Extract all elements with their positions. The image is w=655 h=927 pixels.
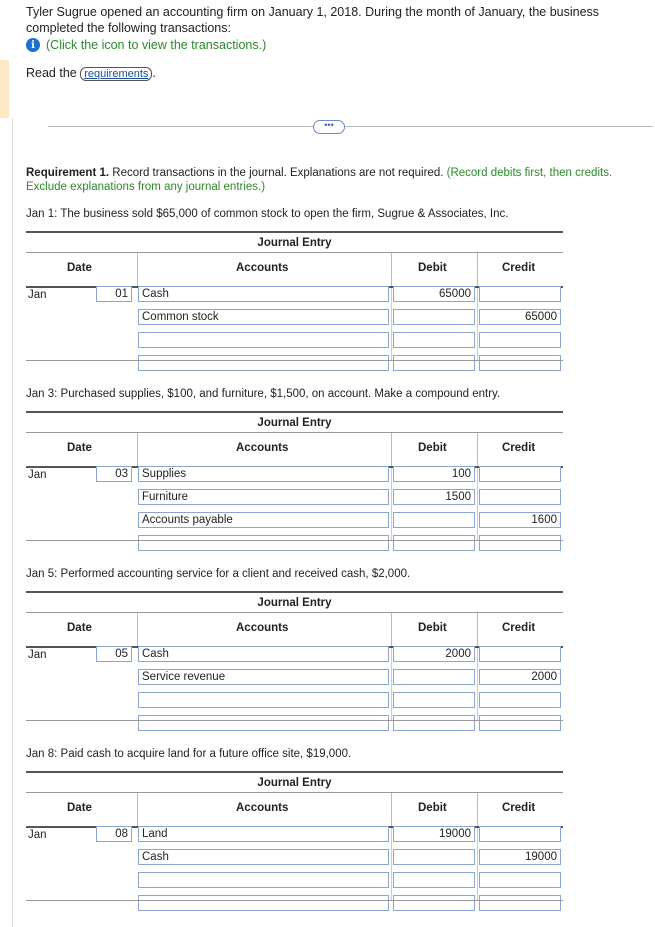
transactions-hint-label[interactable]: (Click the icon to view the transactions.): [46, 38, 267, 52]
entry-month: Jan: [28, 469, 47, 481]
transaction-description: Jan 1: The business sold $65,000 of common stock to open the firm, Sugrue & Associates, Inc.: [26, 208, 509, 220]
credit-input[interactable]: 19000: [479, 849, 561, 865]
column-separator: [477, 828, 478, 900]
date-header: Date: [67, 262, 92, 274]
debit-input[interactable]: [393, 692, 475, 708]
accounts-header: Accounts: [236, 622, 289, 634]
table-top-border: [26, 591, 563, 593]
account-input[interactable]: [138, 332, 389, 348]
journal-entry-table: [26, 231, 563, 371]
debit-input[interactable]: 2000: [393, 646, 475, 662]
account-input[interactable]: [138, 355, 389, 371]
account-input[interactable]: Service revenue: [138, 669, 389, 685]
transaction-description: Jan 8: Paid cash to acquire land for a future office site, $19,000.: [26, 748, 352, 760]
header-separator: [477, 613, 478, 647]
debit-header: Debit: [418, 442, 447, 454]
header-separator: [477, 253, 478, 287]
account-input[interactable]: Furniture: [138, 489, 389, 505]
column-separator: [477, 288, 478, 360]
column-separator: [477, 648, 478, 720]
account-input[interactable]: Cash: [138, 646, 389, 662]
journal-entry-title: Journal Entry: [257, 417, 332, 429]
credit-input[interactable]: 2000: [479, 669, 561, 685]
read-suffix: .: [152, 66, 156, 80]
column-separator: [391, 828, 392, 900]
account-input[interactable]: Cash: [138, 849, 389, 865]
credit-input[interactable]: [479, 286, 561, 302]
credit-input[interactable]: 1600: [479, 512, 561, 528]
intro-text: Tyler Sugrue opened an accounting firm on January 1, 2018. During the month of January, the business completed the following transactions:: [26, 5, 600, 35]
header-separator: [137, 793, 138, 827]
credit-input[interactable]: [479, 489, 561, 505]
credit-input[interactable]: [479, 535, 561, 551]
table-bottom-border: [26, 360, 563, 361]
table-bottom-border: [26, 720, 563, 721]
entry-month: Jan: [28, 829, 47, 841]
credit-header: Credit: [502, 442, 536, 454]
header-separator: [477, 793, 478, 827]
debit-input[interactable]: [393, 872, 475, 888]
title-divider: [26, 432, 563, 433]
section-divider: [48, 126, 653, 127]
entry-month: Jan: [28, 289, 47, 301]
debit-input[interactable]: [393, 309, 475, 325]
journal-entry-title: Journal Entry: [257, 777, 332, 789]
header-separator: [137, 253, 138, 287]
journal-entry-table: [26, 411, 563, 551]
column-separator: [391, 288, 392, 360]
credit-input[interactable]: [479, 355, 561, 371]
left-border-line: [12, 118, 13, 927]
read-prefix: Read the: [26, 66, 77, 80]
table-bottom-border: [26, 540, 563, 541]
requirement-label: Requirement 1.: [26, 167, 110, 179]
requirements-link[interactable]: requirements: [80, 67, 152, 81]
debit-input[interactable]: [393, 669, 475, 685]
accounts-header: Accounts: [236, 442, 289, 454]
header-separator: [391, 433, 392, 467]
date-header: Date: [67, 802, 92, 814]
requirement-instructions: Record transactions in the journal. Explanations are not required.: [109, 167, 447, 179]
debit-input[interactable]: 19000: [393, 826, 475, 842]
debit-input[interactable]: 1500: [393, 489, 475, 505]
accounts-header: Accounts: [236, 802, 289, 814]
credit-input[interactable]: 65000: [479, 309, 561, 325]
account-input[interactable]: [138, 535, 389, 551]
account-input[interactable]: Supplies: [138, 466, 389, 482]
debit-header: Debit: [418, 622, 447, 634]
date-header: Date: [67, 622, 92, 634]
transaction-description: Jan 3: Purchased supplies, $100, and furniture, $1,500, on account. Make a compound entry.: [26, 388, 501, 400]
debit-input[interactable]: [393, 535, 475, 551]
header-separator: [391, 793, 392, 827]
title-divider: [26, 792, 563, 793]
table-top-border: [26, 771, 563, 773]
account-input[interactable]: Cash: [138, 286, 389, 302]
requirement-note: (Record debits first, then credits. Exclude explanations from any journal entries.): [26, 167, 613, 193]
credit-input[interactable]: [479, 646, 561, 662]
journal-entry-table: [26, 591, 563, 731]
credit-input[interactable]: [479, 872, 561, 888]
account-input[interactable]: [138, 715, 389, 731]
debit-input[interactable]: [393, 715, 475, 731]
transactions-hint[interactable]: [26, 38, 266, 52]
debit-input[interactable]: [393, 895, 475, 911]
credit-header: Credit: [502, 802, 536, 814]
credit-input[interactable]: [479, 715, 561, 731]
debit-input[interactable]: [393, 849, 475, 865]
column-separator: [391, 468, 392, 540]
account-input[interactable]: [138, 895, 389, 911]
debit-header: Debit: [418, 802, 447, 814]
debit-input[interactable]: [393, 512, 475, 528]
title-divider: [26, 612, 563, 613]
account-input[interactable]: [138, 872, 389, 888]
credit-header: Credit: [502, 622, 536, 634]
debit-header: Debit: [418, 262, 447, 274]
account-input[interactable]: Common stock: [138, 309, 389, 325]
transaction-description: Jan 5: Performed accounting service for a client and received cash, $2,000.: [26, 568, 411, 580]
header-separator: [391, 253, 392, 287]
header-separator: [137, 433, 138, 467]
credit-input[interactable]: [479, 895, 561, 911]
accounts-header: Accounts: [236, 262, 289, 274]
header-separator: [391, 613, 392, 647]
credit-input[interactable]: [479, 466, 561, 482]
table-bottom-border: [26, 900, 563, 901]
debit-input[interactable]: [393, 355, 475, 371]
entry-month: Jan: [28, 649, 47, 661]
credit-input[interactable]: [479, 826, 561, 842]
column-separator: [477, 468, 478, 540]
entry-day-input[interactable]: 01: [96, 286, 132, 302]
debit-input[interactable]: 100: [393, 466, 475, 482]
header-separator: [137, 613, 138, 647]
entry-day-input[interactable]: 08: [96, 826, 132, 842]
requirement-text: [26, 166, 651, 194]
account-input[interactable]: [138, 692, 389, 708]
header-separator: [477, 433, 478, 467]
account-input[interactable]: Accounts payable: [138, 512, 389, 528]
debit-input[interactable]: [393, 332, 475, 348]
account-input[interactable]: Land: [138, 826, 389, 842]
date-header: Date: [67, 442, 92, 454]
entry-day-input[interactable]: 03: [96, 466, 132, 482]
table-top-border: [26, 231, 563, 233]
debit-input[interactable]: 65000: [393, 286, 475, 302]
credit-header: Credit: [502, 262, 536, 274]
column-separator: [391, 648, 392, 720]
read-requirements-line: [26, 66, 156, 81]
info-icon[interactable]: i: [26, 38, 40, 52]
credit-input[interactable]: [479, 692, 561, 708]
journal-entry-title: Journal Entry: [257, 237, 332, 249]
journal-entry-title: Journal Entry: [257, 597, 332, 609]
expand-more-button[interactable]: •••: [313, 120, 345, 134]
table-top-border: [26, 411, 563, 413]
entry-day-input[interactable]: 05: [96, 646, 132, 662]
title-divider: [26, 252, 563, 253]
left-accent-bar: [0, 60, 9, 118]
credit-input[interactable]: [479, 332, 561, 348]
journal-entry-table: [26, 771, 563, 911]
